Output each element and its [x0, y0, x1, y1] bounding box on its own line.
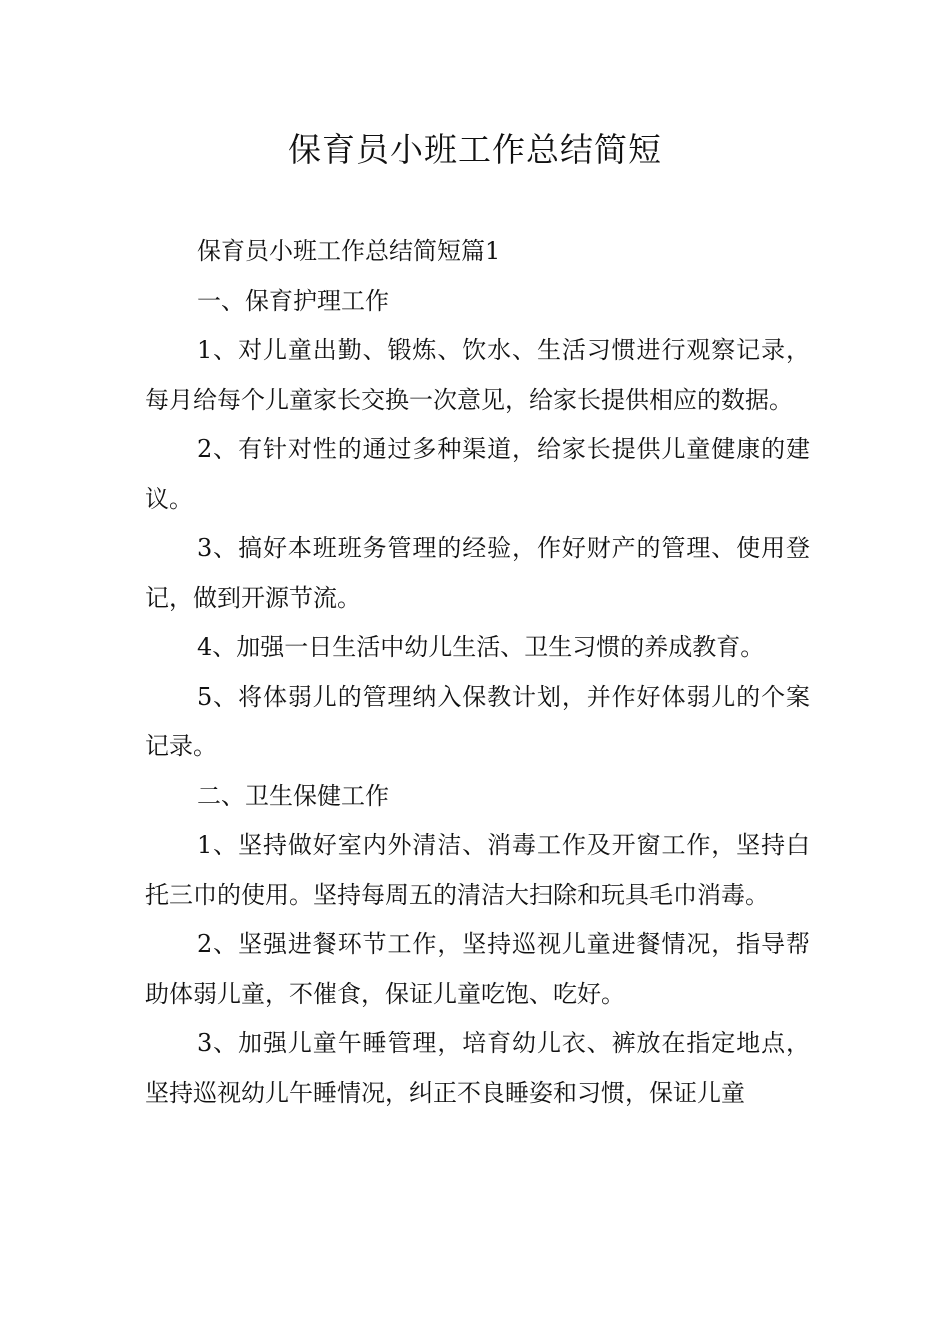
paragraph: 5、将体弱儿的管理纳入保教计划，并作好体弱儿的个案记录。 [145, 682, 810, 760]
document-body [145, 227, 810, 1118]
paragraph: 3、加强儿童午睡管理，培育幼儿衣、裤放在指定地点，坚持巡视幼儿午睡情况，纠正不良睡姿和习惯，保证儿童 [145, 1029, 810, 1107]
paragraph: 1、坚持做好室内外清洁、消毒工作及开窗工作，坚持白托三巾的使用。坚持每周五的清洁大扫除和玩具毛巾消毒。 [145, 831, 810, 909]
document-title: 保育员小班工作总结简短 [288, 130, 662, 169]
section-heading: 保育员小班工作总结简短篇1 [197, 237, 501, 265]
paragraph: 3、搞好本班班务管理的经验，作好财产的管理、使用登记，做到开源节流。 [145, 534, 810, 612]
paragraph: 1、对儿童出勤、锻炼、饮水、生活习惯进行观察记录，每月给每个儿童家长交换一次意见，给家长提供相应的数据。 [145, 336, 810, 414]
subsection-heading: 一、保育护理工作 [197, 286, 389, 315]
paragraph: 2、有针对性的通过多种渠道，给家长提供儿童健康的建议。 [145, 435, 810, 513]
subsection-heading: 二、卫生保健工作 [197, 781, 389, 810]
paragraph: 2、坚强进餐环节工作，坚持巡视儿童进餐情况，指导帮助体弱儿童，不催食，保证儿童吃饱、吃好。 [145, 930, 810, 1008]
paragraph: 4、加强一日生活中幼儿生活、卫生习惯的养成教育。 [197, 633, 765, 661]
